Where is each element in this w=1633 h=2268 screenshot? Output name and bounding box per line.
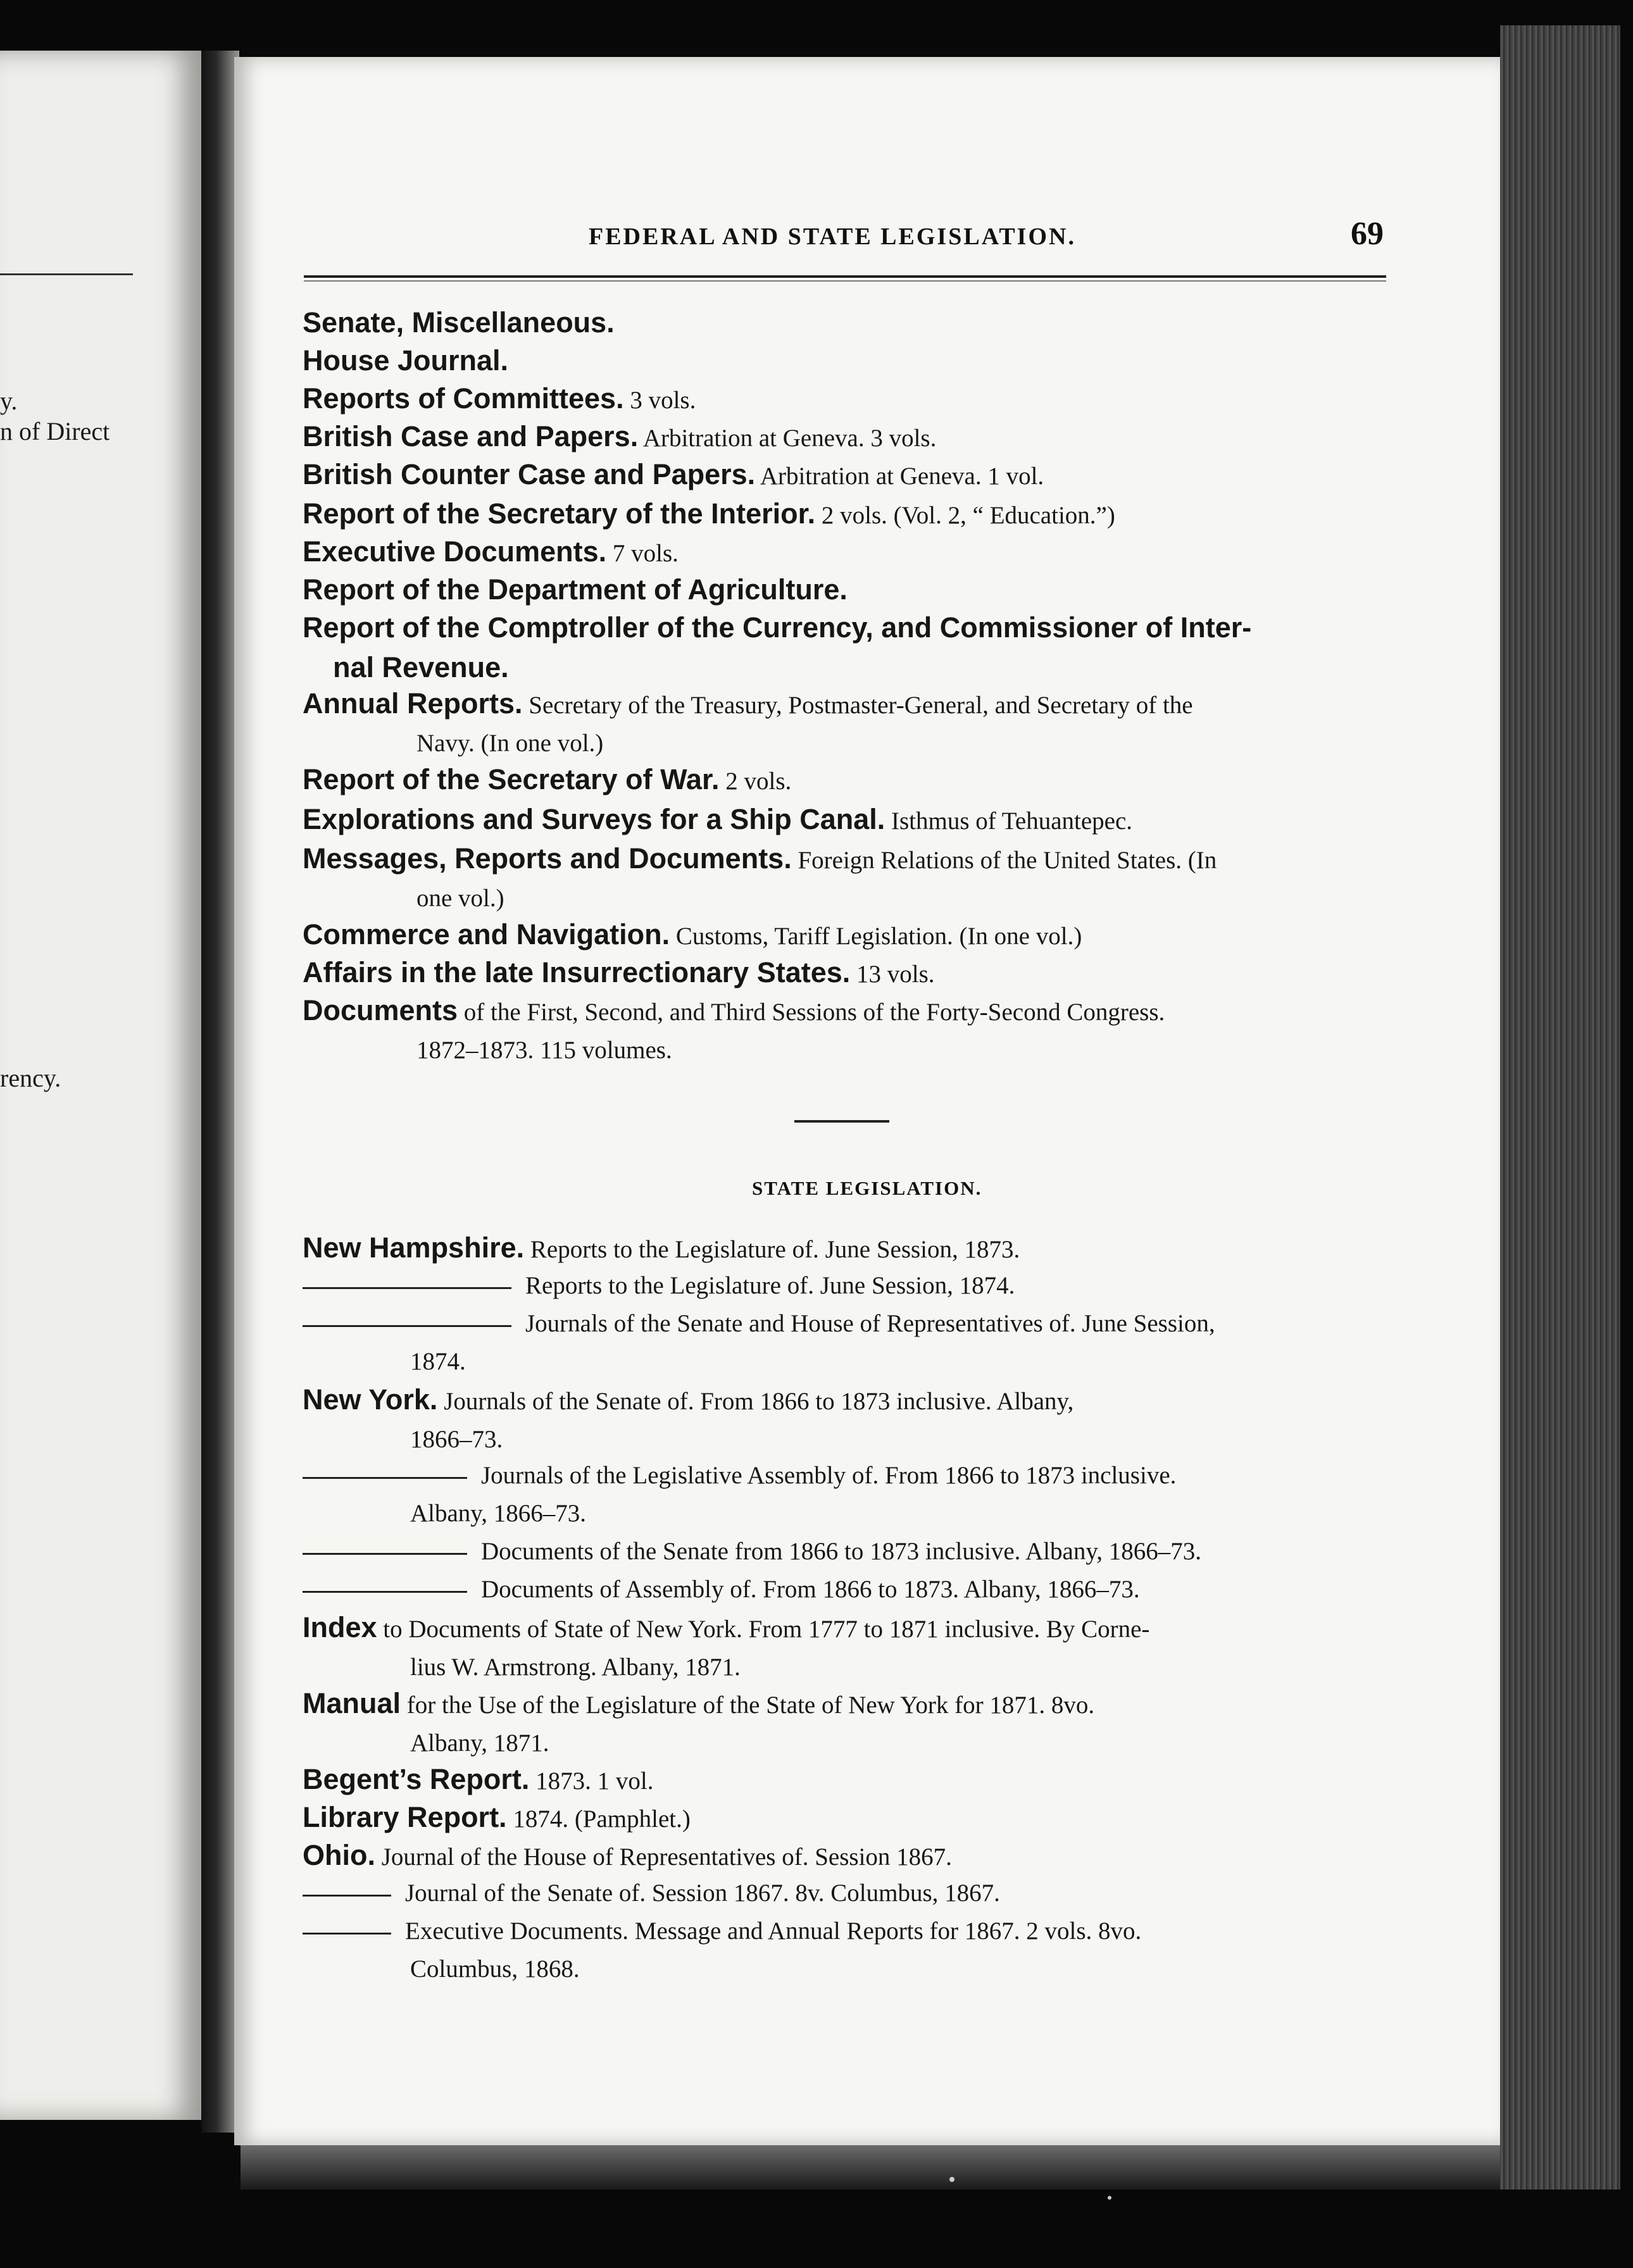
entry-description: 1874. (Pamphlet.) <box>513 1805 691 1833</box>
film-speck <box>1108 2196 1111 2200</box>
entry-heading: British Case and Papers. <box>303 420 639 452</box>
entry-description: to Documents of State of New York. From 1777 to 1871 inclusive. By Corne- <box>383 1616 1150 1643</box>
entry-description: for the Use of the Legislature of the State of New York for 1871. 8vo. <box>406 1692 1095 1719</box>
state-entry <box>303 1609 1391 1686</box>
state-entry <box>303 1381 1391 1459</box>
header-rule-thin <box>304 280 1386 282</box>
entry-continuation: one vol.) <box>416 885 504 912</box>
section-divider <box>794 1120 889 1123</box>
entry-heading: Reports of Committees. <box>303 382 624 414</box>
page-bottom-edge <box>241 2145 1500 2190</box>
state-entry <box>303 1874 1391 1912</box>
page-number: 69 <box>1351 216 1384 252</box>
state-entry <box>303 1267 1391 1305</box>
entry-description: 7 vols. <box>612 540 679 567</box>
entry-continuation: 1874. <box>410 1348 466 1375</box>
book-gutter <box>201 51 239 2133</box>
entry-continuation: Navy. (In one vol.) <box>416 730 604 757</box>
entry-description: Foreign Relations of the United States. (In <box>798 847 1217 874</box>
federal-entry <box>303 533 1391 573</box>
federal-entry <box>303 304 1391 344</box>
entry-description: Journal of the House of Representatives of. Session 1867. <box>381 1843 952 1871</box>
state-entry <box>303 1685 1391 1762</box>
entry-description: Documents of Assembly of. From 1866 to 1873. Albany, 1866–73. <box>481 1576 1140 1603</box>
left-facing-page <box>0 51 201 2120</box>
entry-description: Arbitration at Geneva. 1 vol. <box>760 463 1044 490</box>
ditto-dash <box>303 1325 511 1327</box>
entry-heading: Report of the Secretary of War. <box>303 763 720 795</box>
entry-description: Secretary of the Treasury, Postmaster-General, and Secretary of the <box>529 692 1193 719</box>
entry-heading: House Journal. <box>303 344 509 377</box>
state-entry <box>303 1229 1391 1269</box>
entry-description: Journal of the Senate of. Session 1867. 8v. Columbus, 1867. <box>405 1879 1000 1907</box>
entry-description: 3 vols. <box>630 387 696 414</box>
entry-continuation: 1872–1873. 115 volumes. <box>416 1037 672 1064</box>
entry-heading: Documents <box>303 994 458 1026</box>
entry-description: Journals of the Senate and House of Representatives of. June Session, <box>525 1310 1215 1337</box>
page-edges <box>1500 25 1620 2190</box>
left-page-fragment: y. <box>0 387 18 415</box>
state-entry <box>303 1798 1391 1838</box>
entry-description: Executive Documents. Message and Annual Reports for 1867. 2 vols. 8vo. <box>405 1917 1142 1945</box>
entry-heading: Affairs in the late Insurrectionary States. <box>303 956 851 988</box>
entry-description: Customs, Tariff Legislation. (In one vol.) <box>675 923 1082 950</box>
entry-heading: Report of the Department of Agriculture. <box>303 573 848 606</box>
ditto-dash <box>303 1895 391 1897</box>
entry-heading: Index <box>303 1611 377 1643</box>
entry-heading: Annual Reports. <box>303 687 523 720</box>
federal-entry <box>303 495 1391 535</box>
federal-entry <box>303 685 1391 763</box>
entry-heading: New Hampshire. <box>303 1231 525 1264</box>
left-page-fragment: n of Direct <box>0 417 110 446</box>
entry-description: Arbitration at Geneva. 3 vols. <box>642 425 937 452</box>
federal-entry <box>303 456 1391 495</box>
federal-entry <box>303 840 1391 918</box>
entry-description: Journals of the Senate of. From 1866 to 1873 inclusive. Albany, <box>444 1388 1074 1415</box>
federal-entry <box>303 761 1391 801</box>
state-entry <box>303 1760 1391 1800</box>
state-entry <box>303 1533 1391 1571</box>
federal-entry <box>303 418 1391 458</box>
state-entry <box>303 1571 1391 1609</box>
entry-heading: Library Report. <box>303 1801 507 1833</box>
entry-heading: British Counter Case and Papers. <box>303 458 756 490</box>
left-page-fragment: rency. <box>0 1064 61 1092</box>
entry-heading: Begent’s Report. <box>303 1763 530 1795</box>
entry-description: 2 vols. (Vol. 2, “ Education.”) <box>821 502 1115 529</box>
entry-continuation: Albany, 1871. <box>410 1729 549 1757</box>
entry-description: Documents of the Senate from 1866 to 1873 inclusive. Albany, 1866–73. <box>481 1538 1202 1565</box>
state-entry <box>303 1836 1391 1876</box>
entry-description: 1873. 1 vol. <box>535 1767 654 1795</box>
federal-entry <box>303 609 1391 687</box>
entry-heading: Senate, Miscellaneous. <box>303 306 615 339</box>
entry-heading-continuation: nal Revenue. <box>333 651 509 683</box>
entry-description: Reports to the Legislature of. June Session, 1873. <box>530 1236 1020 1263</box>
section-title: STATE LEGISLATION. <box>752 1177 982 1199</box>
entry-heading: Manual <box>303 1687 401 1719</box>
entry-heading: New York. <box>303 1383 438 1416</box>
ditto-dash <box>303 1477 467 1479</box>
entry-description: Reports to the Legislature of. June Session, 1874. <box>525 1272 1015 1299</box>
federal-entry <box>303 342 1391 382</box>
federal-entry <box>303 954 1391 994</box>
entry-heading: Commerce and Navigation. <box>303 918 670 950</box>
entry-heading: Report of the Secretary of the Interior. <box>303 497 816 530</box>
ditto-dash <box>303 1553 467 1555</box>
header-rule <box>304 275 1386 278</box>
ditto-dash <box>303 1287 511 1289</box>
state-entry <box>303 1457 1391 1533</box>
entry-continuation: Columbus, 1868. <box>410 1955 580 1983</box>
entry-continuation: 1866–73. <box>410 1426 503 1453</box>
left-page-rule <box>0 273 133 275</box>
federal-entry <box>303 992 1391 1069</box>
entry-heading: Ohio. <box>303 1839 375 1871</box>
entry-heading: Messages, Reports and Documents. <box>303 842 792 875</box>
federal-entry <box>303 801 1391 840</box>
ditto-dash <box>303 1933 391 1935</box>
entry-heading: Report of the Comptroller of the Currency, and Commissioner of Inter- <box>303 611 1252 644</box>
ditto-dash <box>303 1591 467 1593</box>
entry-continuation: Albany, 1866–73. <box>410 1500 587 1527</box>
entry-description: of the First, Second, and Third Sessions of the Forty-Second Congress. <box>463 999 1165 1026</box>
film-speck <box>949 2177 954 2182</box>
federal-entry <box>303 380 1391 420</box>
entry-description: Isthmus of Tehuantepec. <box>891 807 1133 835</box>
entry-heading: Explorations and Surveys for a Ship Canal. <box>303 803 885 835</box>
state-entry <box>303 1305 1391 1381</box>
entry-continuation: lius W. Armstrong. Albany, 1871. <box>410 1654 741 1681</box>
entry-description: 13 vols. <box>856 961 935 988</box>
entry-description: Journals of the Legislative Assembly of. From 1866 to 1873 inclusive. <box>481 1462 1177 1489</box>
entry-heading: Executive Documents. <box>303 535 607 568</box>
federal-entry <box>303 916 1391 956</box>
federal-entry <box>303 571 1391 611</box>
running-head: FEDERAL AND STATE LEGISLATION. <box>589 223 1076 250</box>
state-entry <box>303 1912 1391 1988</box>
entry-description: 2 vols. <box>725 768 792 795</box>
